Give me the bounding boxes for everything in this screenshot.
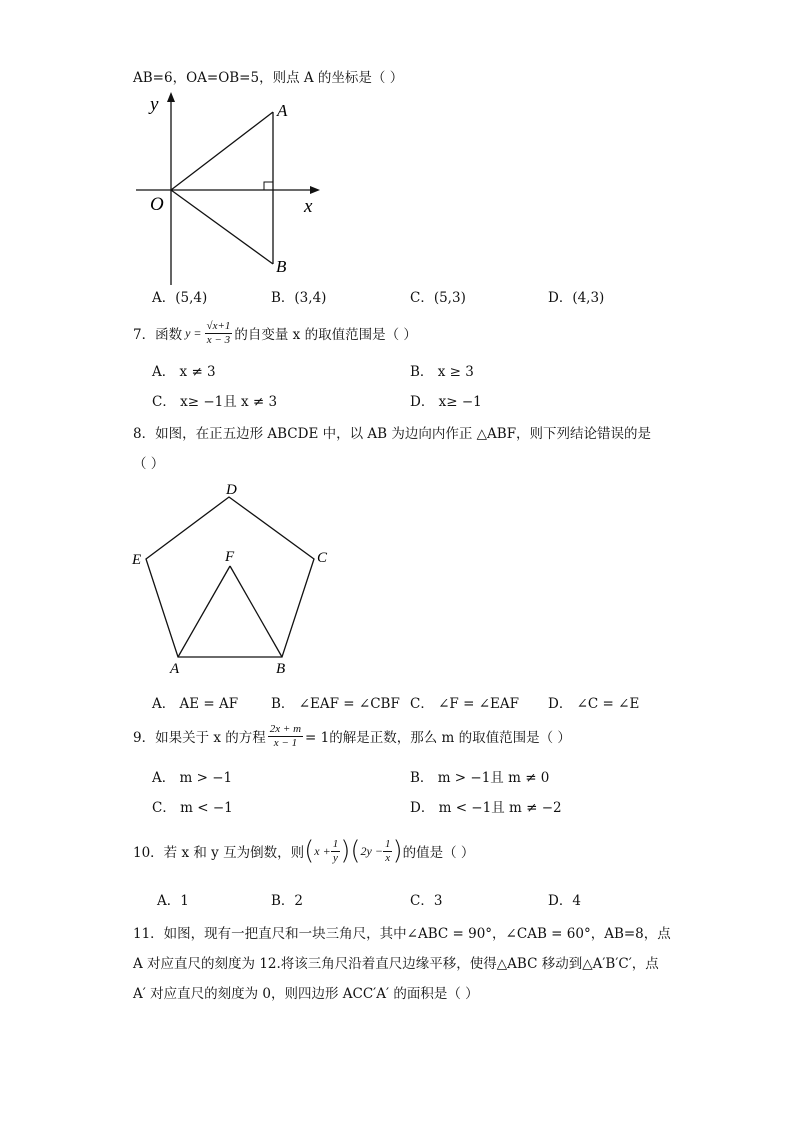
q6-option-b[interactable]: B．(3,4) [271,290,327,306]
q6-option-a[interactable]: A．(5,4) [152,290,208,306]
q10-prefix: 10．若 x 和 y 互为倒数，则 [133,845,305,861]
q10-left-num: 1 [332,837,339,850]
label-b: B [276,661,286,677]
y-axis-arrow [167,92,175,102]
q10-option-d[interactable]: D．4 [548,893,581,909]
segment-af [178,566,230,657]
q7-option-a[interactable]: A． x ≠ 3 [152,364,216,380]
q9-prefix: 9．如果关于 x 的方程 [133,730,266,746]
q7-option-c[interactable]: C． x≥ −1且 x ≠ 3 [152,394,278,410]
q7-option-d[interactable]: D． x≥ −1 [410,394,482,410]
segment-ob [171,190,273,264]
q9-numerator: 2x + m [269,722,302,735]
q8-option-d[interactable]: D． ∠C = ∠E [548,696,640,712]
q11-line3: A′ 对应直尺的刻度为 0，则四边形 ACC′A′ 的面积是（ ） [133,986,479,1002]
q10-right-num: 1 [384,837,391,850]
label-b: B [276,257,287,276]
q10-suffix: 的值是（ ） [402,845,475,861]
q9-option-d[interactable]: D． m < −1且 m ≠ −2 [410,800,562,816]
q10-option-c[interactable]: C．3 [410,893,443,909]
q7-denominator: x − 3 [206,333,231,346]
q7-prefix: 7．函数 [133,327,183,343]
q11-line1: 11．如图，现有一把直尺和一块三角尺，其中∠ABC = 90°，∠CAB = 60°，AB=8，点 [133,926,671,942]
q6-coordinate-figure [130,90,330,290]
q10-option-b[interactable]: B．2 [271,893,304,909]
q8-stem-line1: 8．如图，在正五边形 ABCDE 中，以 AB 为边向内作正 △ABF，则下列结论错误的是 [133,426,652,442]
q9-option-c[interactable]: C． m < −1 [152,800,233,816]
right-angle-mark [264,182,273,190]
q6-stem: AB=6，OA=OB=5，则点 A 的坐标是（ ） [133,70,404,86]
q9-denominator: x − 1 [273,736,298,749]
q10-left-paren-open: ( [304,836,315,866]
label-y: y [150,94,159,115]
q11-line2: A 对应直尺的刻度为 12.将该三角尺沿着直尺边缘平移，使得△ABC 移动到△A′B′C′，点 [133,956,659,972]
q6-option-d[interactable]: D．(4,3) [548,290,605,306]
q8-option-b[interactable]: B． ∠EAF = ∠CBF [271,696,400,712]
q9-suffix: = 1的解是正数，那么 m 的取值范围是（ ） [305,730,571,746]
label-a: A [170,661,180,677]
segment-oa [171,112,273,190]
segment-bf [230,566,282,657]
label-f: F [225,549,235,565]
q8-option-a[interactable]: A． AE = AF [152,696,239,712]
q7-numerator: √x+1 [206,319,231,332]
q9-option-a[interactable]: A． m > −1 [152,770,233,786]
q10-right-term: 2y − [360,843,383,858]
q10-right-paren-open: ( [350,836,361,866]
pentagon-abcde [146,497,314,657]
label-x: x [304,196,313,217]
q9-fraction [268,723,303,750]
q7-option-b[interactable]: B． x ≥ 3 [410,364,474,380]
q8-pentagon-figure [125,480,355,680]
q10-right-paren-close: ) [392,836,403,866]
label-d: D [226,482,237,498]
q7-suffix: 的自变量 x 的取值范围是（ ） [234,327,417,343]
q7-formula-y: y = [185,325,202,340]
label-c: C [317,550,328,566]
q10-left-term: x + [314,843,331,858]
q8-option-c[interactable]: C． ∠F = ∠EAF [410,696,519,712]
q6-option-c[interactable]: C．(5,3) [410,290,466,306]
q10-left-paren-close: ) [340,836,351,866]
q10-option-a[interactable]: A．1 [157,893,189,909]
q7-fraction [205,320,233,347]
q8-stem-line2: （ ） [133,456,165,472]
q10-stem [133,832,474,870]
q10-right-fraction [383,838,393,865]
q7-stem [133,318,417,348]
label-o: O [150,194,164,215]
x-axis-arrow [310,186,320,194]
q10-left-den: y [332,851,338,864]
label-e: E [132,552,142,568]
q9-option-b[interactable]: B． m > −1且 m ≠ 0 [410,770,550,786]
q10-left-fraction [331,838,341,865]
q10-right-den: x [385,851,391,864]
q9-stem [133,720,571,752]
label-a: A [277,101,288,120]
